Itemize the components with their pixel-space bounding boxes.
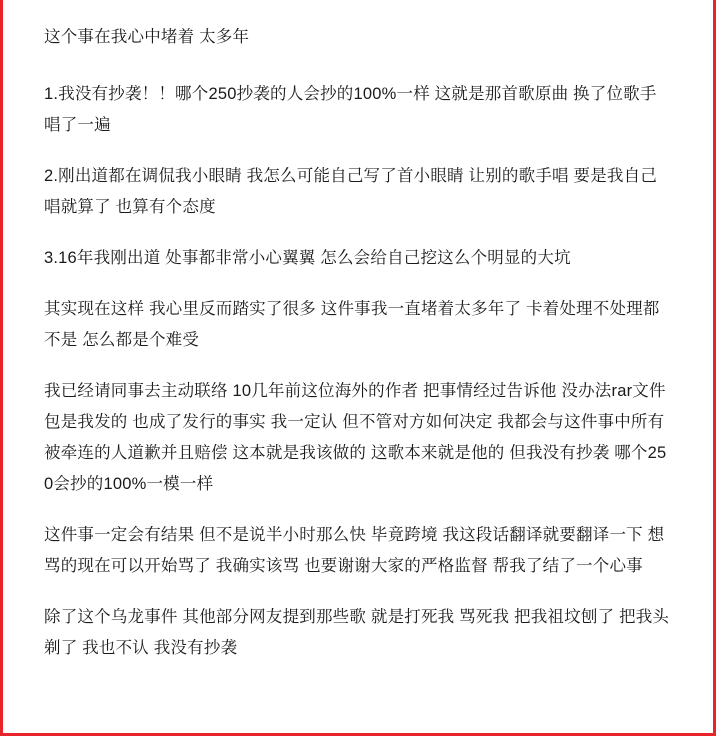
frame-left-edge — [0, 0, 3, 736]
statement-paragraph-4: 其实现在这样 我心里反而踏实了很多 这件事我一直堵着太多年了 卡着处理不处理都不是 怎么都是个难受 — [44, 300, 660, 349]
statement-heading: 这个事在我心中堵着 太多年 — [44, 28, 250, 46]
statement-paragraph-7: 除了这个乌龙事件 其他部分网友提到那些歌 就是打死我 骂死我 把我祖坟刨了 把我头剃了 我也不认 我没有抄袭 — [44, 608, 670, 657]
statement-paragraph-1: 1.我没有抄袭！！哪个250抄袭的人会抄的100%一样 这就是那首歌原曲 换了位歌手唱了一遍 — [44, 85, 657, 134]
statement-paragraph-6: 这件事一定会有结果 但不是说半小时那么快 毕竟跨境 我这段话翻译就要翻译一下 想骂的现在可以开始骂了 我确实该骂 也要谢谢大家的严格监督 帮我了结了一个心事 — [44, 526, 665, 575]
statement-paragraph-2: 2.刚出道都在调侃我小眼睛 我怎么可能自己写了首小眼睛 让别的歌手唱 要是我自己唱就算了 也算有个态度 — [44, 167, 658, 216]
statement-body — [44, 22, 672, 714]
statement-paragraph-3: 3.16年我刚出道 处事都非常小心翼翼 怎么会给自己挖这么个明显的大坑 — [44, 249, 571, 267]
frame-top-edge — [0, 0, 716, 3]
statement-paragraph-5: 我已经请同事去主动联络 10几年前这位海外的作者 把事情经过告诉他 没办法rar文件包是我发的 也成了发行的事实 我一定认 但不管对方如何决定 我都会与这件事中所有被牵连的人道歉并且赔偿 这本就是我该做的 这歌本来就是他的 但我没有抄袭 哪个250会抄的100%一模一样 — [44, 382, 667, 493]
